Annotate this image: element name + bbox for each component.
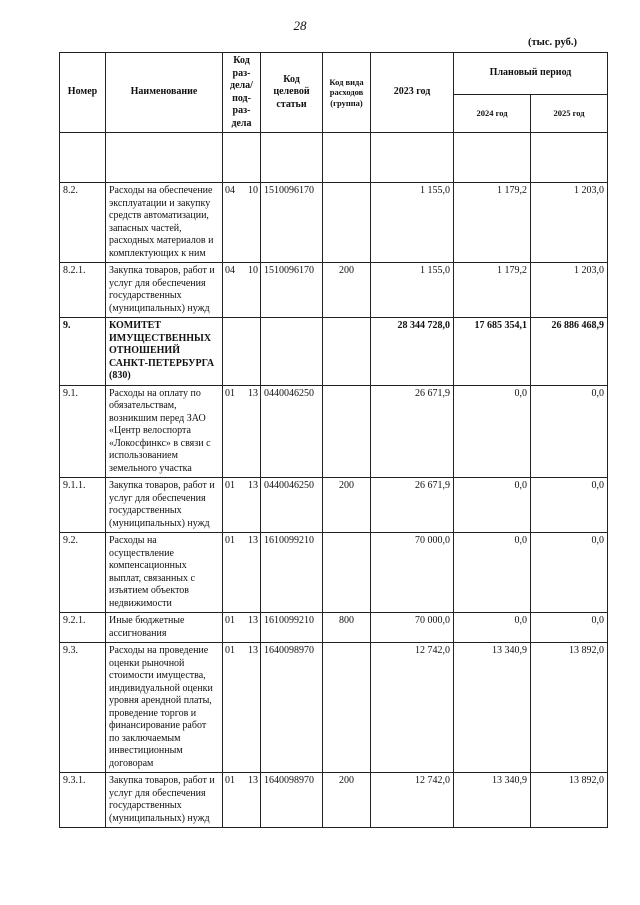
table-row bbox=[60, 773, 608, 828]
row-2025: 0,0 bbox=[531, 385, 608, 478]
row-target-article: 1510096170 bbox=[261, 183, 323, 263]
row-target-article: 1610099210 bbox=[261, 613, 323, 643]
table-row bbox=[60, 318, 608, 386]
row-expense-type bbox=[323, 183, 371, 263]
row-2024: 1 179,2 bbox=[454, 183, 531, 263]
row-razdel bbox=[223, 385, 261, 478]
row-razdel bbox=[223, 183, 261, 263]
table-row bbox=[60, 183, 608, 263]
table-row bbox=[60, 613, 608, 643]
row-2025: 1 203,0 bbox=[531, 263, 608, 318]
razdel-code: 01 bbox=[225, 535, 235, 546]
row-target-article bbox=[261, 318, 323, 386]
table-row bbox=[60, 643, 608, 773]
row-expense-type: 200 bbox=[323, 478, 371, 533]
row-number: 9.3.1. bbox=[60, 773, 106, 828]
header-2024: 2024 год bbox=[454, 95, 531, 133]
podrazdel-code: 13 bbox=[248, 645, 258, 656]
row-2025: 0,0 bbox=[531, 533, 608, 613]
header-name: Наименование bbox=[106, 53, 223, 133]
table-row bbox=[60, 263, 608, 318]
podrazdel-code: 13 bbox=[248, 775, 258, 786]
row-2025: 26 886 468,9 bbox=[531, 318, 608, 386]
row-name: Иные бюджетные ассигнования bbox=[106, 613, 223, 643]
header-target-article: Код целевой статьи bbox=[261, 53, 323, 133]
row-2025: 13 892,0 bbox=[531, 773, 608, 828]
row-razdel bbox=[223, 643, 261, 773]
razdel-code: 04 bbox=[225, 185, 235, 196]
podrazdel-code: 10 bbox=[248, 265, 258, 276]
row-razdel bbox=[223, 533, 261, 613]
row-number: 9.1.1. bbox=[60, 478, 106, 533]
row-razdel bbox=[223, 263, 261, 318]
row-number: 8.2.1. bbox=[60, 263, 106, 318]
header-2023: 2023 год bbox=[371, 53, 454, 133]
row-razdel bbox=[223, 773, 261, 828]
row-expense-type: 200 bbox=[323, 773, 371, 828]
row-razdel bbox=[223, 613, 261, 643]
table-row bbox=[60, 533, 608, 613]
row-name: Закупка товаров, работ и услуг для обеспечения государственных (муниципальных) нужд bbox=[106, 263, 223, 318]
row-name: КОМИТЕТ ИМУЩЕСТВЕННЫХ ОТНОШЕНИЙ САНКТ-ПЕТЕРБУРГА (830) bbox=[106, 318, 223, 386]
header-expense-type: Код вида расходов (группа) bbox=[323, 53, 371, 133]
row-2023: 1 155,0 bbox=[371, 183, 454, 263]
row-2024: 0,0 bbox=[454, 478, 531, 533]
row-expense-type bbox=[323, 318, 371, 386]
row-2023: 1 155,0 bbox=[371, 263, 454, 318]
row-2025: 13 892,0 bbox=[531, 643, 608, 773]
row-expense-type bbox=[323, 643, 371, 773]
row-name: Закупка товаров, работ и услуг для обеспечения государственных (муниципальных) нужд bbox=[106, 478, 223, 533]
row-name: Закупка товаров, работ и услуг для обеспечения государственных (муниципальных) нужд bbox=[106, 773, 223, 828]
row-2023: 70 000,0 bbox=[371, 613, 454, 643]
row-number: 9.2. bbox=[60, 533, 106, 613]
units-label: (тыс. руб.) bbox=[528, 37, 577, 48]
page-number: 28 bbox=[293, 18, 307, 33]
row-2023: 12 742,0 bbox=[371, 643, 454, 773]
podrazdel-code: 13 bbox=[248, 535, 258, 546]
podrazdel-code: 10 bbox=[248, 185, 258, 196]
row-expense-type: 800 bbox=[323, 613, 371, 643]
row-2024: 0,0 bbox=[454, 533, 531, 613]
podrazdel-code: 13 bbox=[248, 387, 258, 399]
row-expense-type bbox=[323, 533, 371, 613]
budget-table bbox=[59, 52, 608, 828]
row-number: 9.2.1. bbox=[60, 613, 106, 643]
row-2023: 26 671,9 bbox=[371, 385, 454, 478]
razdel-code: 01 bbox=[225, 645, 235, 656]
header-razdel: Код раз-дела/ под-раз-дела bbox=[223, 53, 261, 133]
row-2025: 0,0 bbox=[531, 613, 608, 643]
row-target-article: 0440046250 bbox=[261, 385, 323, 478]
row-target-article: 0440046250 bbox=[261, 478, 323, 533]
row-2025: 1 203,0 bbox=[531, 183, 608, 263]
row-2024: 1 179,2 bbox=[454, 263, 531, 318]
row-number: 8.2. bbox=[60, 183, 106, 263]
razdel-code: 01 bbox=[225, 775, 235, 786]
row-name: Расходы на обеспечение эксплуатации и закупку средств автоматизации, запасных частей, расходных материалов и комплектующих к ним bbox=[106, 183, 223, 263]
row-2023: 70 000,0 bbox=[371, 533, 454, 613]
row-target-article: 1610099210 bbox=[261, 533, 323, 613]
row-razdel bbox=[223, 318, 261, 386]
razdel-code: 01 bbox=[225, 387, 235, 399]
row-razdel bbox=[223, 478, 261, 533]
row-2023: 28 344 728,0 bbox=[371, 318, 454, 386]
row-2024: 13 340,9 bbox=[454, 773, 531, 828]
row-number: 9. bbox=[60, 318, 106, 386]
header-2025: 2025 год bbox=[531, 95, 608, 133]
podrazdel-code: 13 bbox=[248, 480, 258, 491]
row-target-article: 1510096170 bbox=[261, 263, 323, 318]
row-number: 9.3. bbox=[60, 643, 106, 773]
row-2023: 26 671,9 bbox=[371, 478, 454, 533]
table-row bbox=[60, 478, 608, 533]
row-2024: 0,0 bbox=[454, 613, 531, 643]
table-row bbox=[60, 385, 608, 478]
row-2024: 17 685 354,1 bbox=[454, 318, 531, 386]
razdel-code: 01 bbox=[225, 615, 235, 626]
row-expense-type: 200 bbox=[323, 263, 371, 318]
header-number: Номер bbox=[60, 53, 106, 133]
row-2024: 0,0 bbox=[454, 385, 531, 478]
row-2023: 12 742,0 bbox=[371, 773, 454, 828]
row-name: Расходы на оплату по обязательствам, возникшим перед ЗАО «Центр велоспорта «Локосфинкс» в связи с использованием земельного участка bbox=[106, 385, 223, 478]
razdel-code: 04 bbox=[225, 265, 235, 276]
row-expense-type bbox=[323, 385, 371, 478]
row-number: 9.1. bbox=[60, 385, 106, 478]
row-target-article: 1640098970 bbox=[261, 643, 323, 773]
razdel-code: 01 bbox=[225, 480, 235, 491]
header-planning-period: Плановый период bbox=[454, 53, 608, 95]
row-name: Расходы на осуществление компенсационных выплат, связанных с изъятием объектов недвижимости bbox=[106, 533, 223, 613]
row-2025: 0,0 bbox=[531, 478, 608, 533]
row-target-article: 1640098970 bbox=[261, 773, 323, 828]
spacer-row bbox=[60, 133, 608, 183]
row-2024: 13 340,9 bbox=[454, 643, 531, 773]
podrazdel-code: 13 bbox=[248, 615, 258, 626]
row-name: Расходы на проведение оценки рыночной стоимости имущества, индивидуальной оценки уровня арендной платы, проведение торгов и финансирование работ по заключаемым инвестиционным договорам bbox=[106, 643, 223, 773]
